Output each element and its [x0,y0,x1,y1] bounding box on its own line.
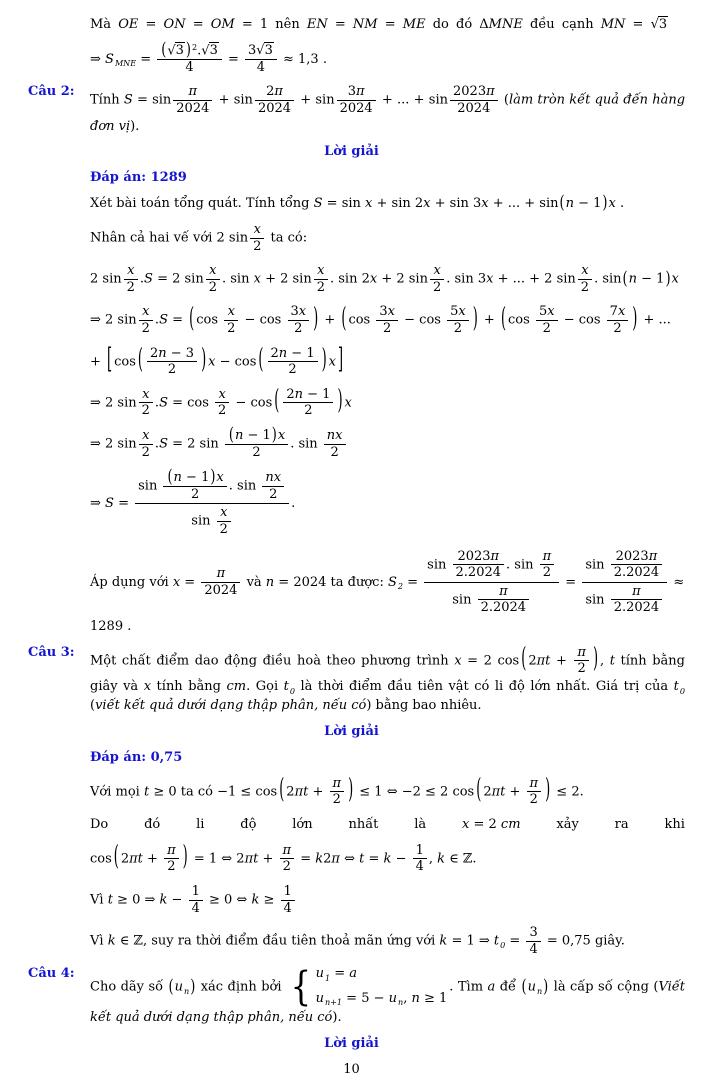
answer-q3: Đáp án: 0,75 [90,749,183,765]
line-triangle-mne: Mà OE = ON = OM = 1 nên EN = NM = ME do đó ΔMNE đều cạnh MN = √3 [90,17,668,32]
question-2-label: Câu 2: [28,84,75,100]
line-k-inequality: Vì t ≥ 0 ⇒ k − $\frac{1}{4}$ ≥ 0 ⇔ k ≥ $\frac{1}{4}$ [0,883,703,917]
equation-telescoping-2: + [ cos ( $\frac{2n - 3}{2}$ ) x − cos ( $\frac{2n - 1}{2}$ ) x ] [90,344,344,378]
equation-cos-equals-1: cos ( 2πt + $\frac{\pi}{2}$ ) = 1 ⇔ 2πt + $\frac{\pi}{2}$ = k2π ⇔ t = k − $\frac{1}{4}$ , k ∈ ℤ. [90,842,477,875]
line-general-problem: Xét bài toán tổng quát. Tính tổng S = sin x + sin 2x + sin 3x + ... + sin(n − 1)x . [90,193,625,214]
loi-giai-heading-1: Lời giải [324,144,379,160]
question-3 [0,644,703,716]
question-4 [0,965,703,1027]
equation-expand: 2 sin $\frac{x}{2}$ .S = 2 sin $\frac{x}{2}$ . sin x + 2 sin $\frac{x}{2}$ . sin 2x + 2 sin $\frac{x}{2}$ . sin 3x + ... + 2 sin $\frac{x}{2}$ . sin(n − 1)x [90,263,679,295]
line-cos-bounds: Với mọi t ≥ 0 ta có −1 ≤ cos ( 2πt + $\frac{\pi}{2}$ ) ≤ 1 ⇔ −2 ≤ 2 cos ( 2πt + $\frac{\pi}{2}$ ) ≤ 2. [90,775,584,808]
equation-simplified-1: ⇒ 2 sin $\frac{x}{2}$ .S = cos $\frac{x}{2}$ − cos ( $\frac{2n - 1}{2}$ ) x [90,386,352,419]
loi-giai-heading-3: Lời giải [324,1035,379,1051]
equation-simplified-2: ⇒ 2 sin $\frac{x}{2}$ .S = 2 sin $\frac{(n - 1)x}{2}$ . sin $\frac{nx}{2}$ [0,427,703,461]
line-max-displacement: Do đó li độ lớn nhất là x = 2 cm xảy ra khi [90,816,685,832]
question-4-body: Cho dãy số $(u_n)$ xác định bởi { $u_1 = a$ $u_{n+1} = 5 - u_n$, n ≥ 1 . Tìm a để $(u_n)$ là cấp số cộng (Viết kết quả dưới dạng thập phân, nếu có). [90,963,685,1025]
loi-giai-heading-2: Lời giải [324,724,379,740]
line-apply-values: Áp dụng với x = $\frac{\pi}{2024}$ và n = 2024 ta được: $S_2$ = sin $\frac{2023\pi}{2.2024}$ . sin $\frac{\pi}{2}$ sin $\frac{\pi}{2.2024}$ = sin $\frac{2023\pi}{2.2024}$ sin $\frac{\pi}{2.2024}$ ≈ 1289 . [90,548,685,634]
equation-telescoping-1: ⇒ 2 sin $\frac{x}{2}$ .S = ( cos $\frac{x}{2}$ − cos $\frac{3x}{2}$ ) + ( cos $\frac{3x}{2}$ − cos $\frac{5x}{2}$ ) + ( cos $\frac{5x}{2}$ − cos $\frac{7x}{2}$ ) + ... [90,304,671,336]
page-number: 10 [343,1061,360,1077]
question-2-body: Tính S = sin $\frac{\pi}{2024}$ + sin $\frac{2\pi}{2024}$ + sin $\frac{3\pi}{2024}$ + ... + sin $\frac{2023\pi}{2024}$ (làm tròn kết quả đến hàng đơn vị). [90,84,686,134]
line-area-smne: ⇒ $S_{MNE}$ = $\frac{(√3 )^2.√3}{4}$ = $\frac{3√3}{4}$ ≈ 1,3 . [90,40,327,75]
line-first-time-conclusion: Vì k ∈ ℤ, suy ra thời điểm đầu tiên thoả mãn ứng với k = 1 ⇒ $t_0$ = $\frac{3}{4}$ = 0,75 giây. [90,925,625,957]
line-multiply-both-sides: Nhân cả hai vế với 2 sin $\frac{x}{2}$ ta có: [90,222,308,254]
equation-final-s: ⇒ S = sin $\frac{(n - 1)x}{2}$ . sin $\frac{nx}{2}$ sin $\frac{x}{2}$ . [90,467,296,537]
answer-q2: Đáp án: 1289 [90,170,187,186]
question-2 [0,83,703,136]
question-4-label: Câu 4: [28,966,75,982]
question-3-label: Câu 3: [28,644,75,660]
question-3-body: Một chất điểm dao động điều hoà theo phương trình x = 2 cos ( 2πt + $\frac{\pi}{2}$ ) , t tính bằng giây và x tính bằng cm. Gọi $t_0$ là thời điểm đầu tiên vật có li độ lớn nhất. Giá trị của $t_0$ (viết kết quả dưới dạng thập phân, nếu có) bằng bao nhiêu. [90,644,686,714]
